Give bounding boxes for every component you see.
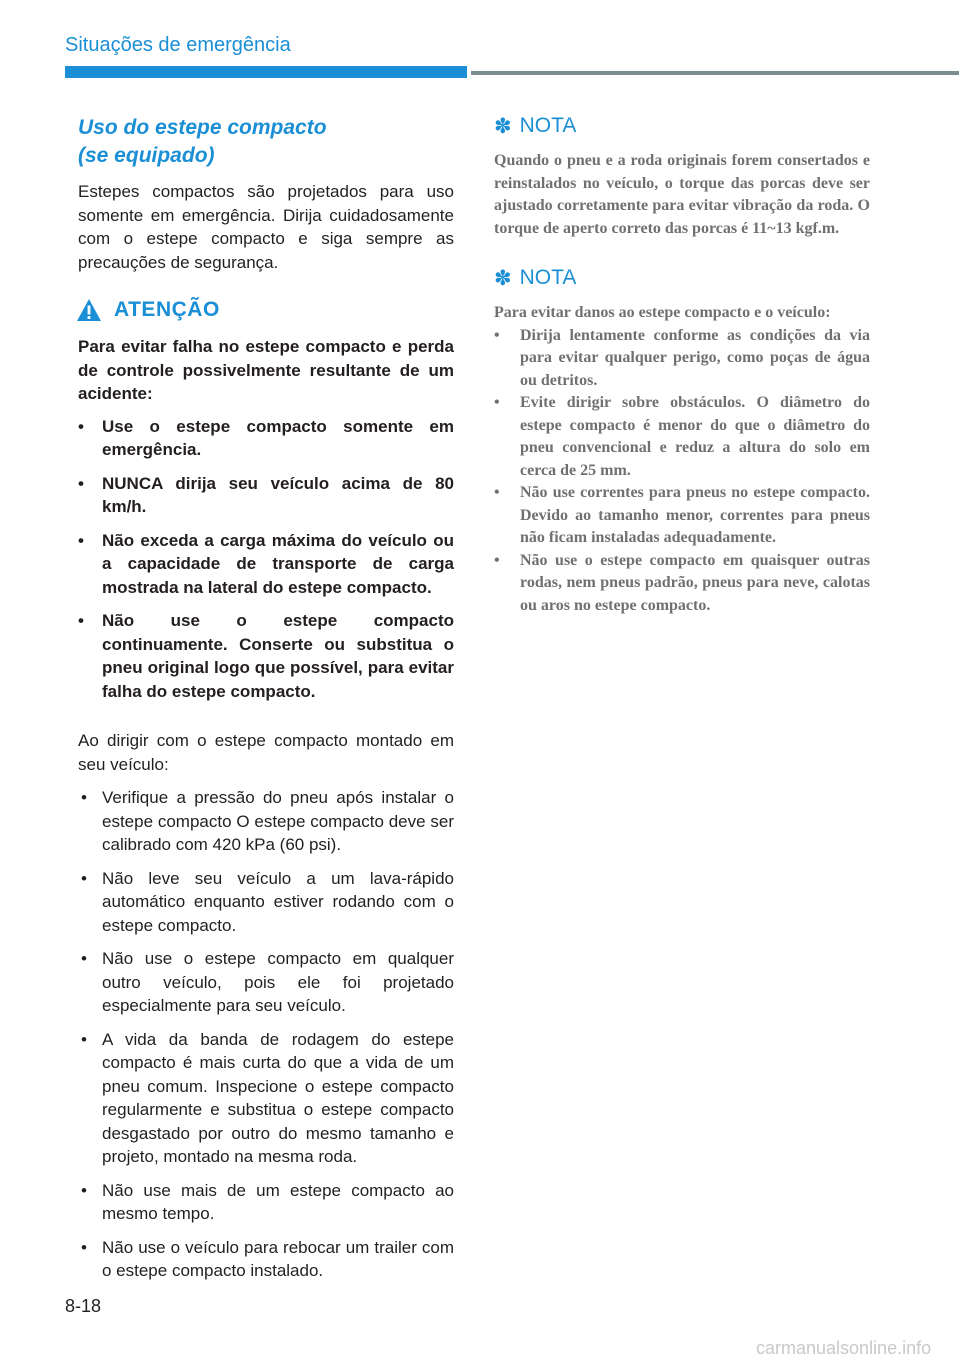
warning-intro: Para evitar falha no estepe compacto e perda de controle possivelmente resultante de um acidente:: [78, 337, 454, 403]
list-item: • Não use o estepe compacto continuamente. Conserte ou substitua o pneu original logo que possível, para evitar falha do estepe compacto.: [78, 611, 454, 701]
list-item: • Verifique a pressão do pneu após instalar o estepe compacto O estepe compacto deve ser calibrado com 420 kPa (60 psi).: [81, 788, 454, 854]
list-item: • Não leve seu veículo a um lava-rápido automático enquanto estiver rodando com o estepe compacto.: [81, 868, 454, 935]
list-item: • NUNCA dirija seu veículo acima de 80 km/h.: [78, 473, 454, 516]
warning-list: [78, 415, 454, 704]
warning-header: [76, 298, 454, 322]
watermark-text: carmanualsonline.info: [756, 1338, 932, 1358]
list-item: • Não exceda a carga máxima do veículo ou a capacidade de transporte de carga mostrada na lateral do estepe compacto.: [78, 530, 454, 597]
list-item: • Não use o veículo para rebocar um trailer com o estepe compacto instalado.: [81, 1237, 454, 1280]
warning-title: ATENÇÃO: [114, 298, 220, 321]
section-title: [78, 114, 454, 170]
nota-header: [494, 112, 870, 140]
nota-intro: Para evitar danos ao estepe compacto e o veículo:: [494, 304, 831, 321]
right-column: [494, 112, 870, 617]
nota-header: [494, 264, 870, 292]
header-bar-gray: [471, 71, 959, 75]
list-item: • Não use mais de um estepe compacto ao mesmo tempo.: [81, 1180, 454, 1223]
warning-triangle-icon: [76, 298, 102, 322]
page-number: 8-18: [65, 1296, 102, 1316]
list-item: • Evite dirigir sobre obstáculos. O diâmetro do estepe compacto é menor do que o diâmetro do pneu convencional e reduz a altura do solo em cerca de 25 mm.: [494, 394, 870, 479]
driving-intro: Ao dirigir com o estepe compacto montado em seu veículo:: [78, 731, 454, 774]
driving-list: [78, 786, 454, 1283]
left-column: [78, 114, 454, 1293]
section-header-title: Situações de emergência: [65, 34, 291, 56]
list-item: • Dirija lentamente conforme as condições da via para evitar qualquer perigo, como poças de água ou detritos.: [494, 326, 870, 389]
list-item: • Não use o estepe compacto em qualquer outro veículo, pois ele foi projetado especialmente para seu veículo.: [81, 949, 454, 1015]
asterisk-icon: ✽: [494, 266, 512, 290]
list-item: • Não use o estepe compacto em quaisquer outras rodas, nem pneus padrão, pneus para neve, calotas ou aros no estepe compacto.: [494, 551, 870, 614]
section-title-line2: (se equipado): [78, 144, 215, 167]
list-item: • Use o estepe compacto somente em emergência.: [78, 416, 454, 459]
asterisk-icon: ✽: [494, 114, 512, 138]
list-item: • Não use correntes para pneus no estepe compacto. Devido ao tamanho menor, correntes para pneus não ficam instaladas adequadamente.: [494, 484, 870, 546]
intro-paragraph: Estepes compactos são projetados para uso somente em emergência. Dirija cuidadosamente com o estepe compacto e siga sempre as precauções de segurança.: [78, 182, 454, 272]
nota-title: NOTA: [519, 266, 577, 289]
nota-text: Quando o pneu e a roda originais forem consertados e reinstalados no veículo, o torque das porcas deve ser ajustado corretamente para evitar vibração da roda. O torque de aperto correto das porcas é 11~13 kgf.m.: [494, 152, 870, 237]
nota-title: NOTA: [519, 114, 577, 137]
header-bar-blue: [65, 66, 467, 78]
nota-list: [494, 325, 870, 618]
list-item: • A vida da banda de rodagem do estepe compacto é mais curta do que a vida de um pneu comum. Inspecione o estepe compacto regularmente e substitua o estepe compacto desgastado por outro do mesmo tamanho e projeto, montado na mesma roda.: [81, 1029, 454, 1166]
section-title-line1: Uso do estepe compacto: [78, 116, 327, 139]
